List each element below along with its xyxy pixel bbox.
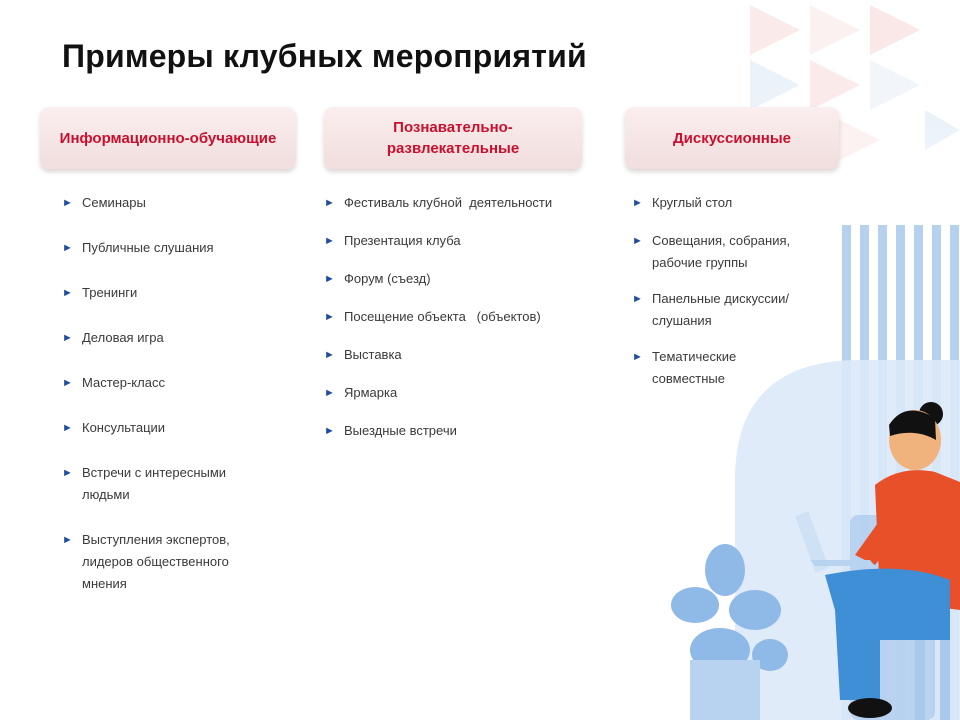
list-item: ► Ярмарка xyxy=(324,382,594,404)
bullet-arrow-icon: ► xyxy=(632,351,643,363)
list-item: ► Мастер-класс xyxy=(62,372,272,394)
list-item: ► Деловая игра xyxy=(62,327,272,349)
list-item: ► Семинары xyxy=(62,192,272,214)
bullet-arrow-icon: ► xyxy=(324,425,335,437)
bullet-arrow-icon: ► xyxy=(62,197,73,209)
bullet-arrow-icon: ► xyxy=(62,422,73,434)
bullet-arrow-icon: ► xyxy=(632,293,643,305)
list-item: ► Фестиваль клубной деятельности xyxy=(324,192,594,214)
list-item: ► Форум (съезд) xyxy=(324,268,594,290)
bullet-arrow-icon: ► xyxy=(324,387,335,399)
list-item: ► Посещение объекта (объектов) xyxy=(324,306,594,328)
column-header-label: Познавательно-развлекательные xyxy=(386,119,520,157)
bullet-arrow-icon: ► xyxy=(62,467,73,479)
column-header-label: Дискуссионные xyxy=(672,129,792,147)
list-item: ► Тематические совместные xyxy=(632,346,782,390)
bullet-arrow-icon: ► xyxy=(324,349,335,361)
list-item: ► Круглый стол xyxy=(632,192,812,214)
list-item: ► Выездные встречи xyxy=(324,420,594,442)
slide-title: Примеры клубных мероприятий xyxy=(62,38,587,74)
bullet-arrow-icon: ► xyxy=(324,273,335,285)
bullet-arrow-icon: ► xyxy=(62,534,73,546)
list-item: ► Выступления экспертов, лидеров общественного мнения xyxy=(62,529,267,595)
bullet-arrow-icon: ► xyxy=(62,242,73,254)
informational-list xyxy=(62,192,272,595)
list-item: ► Консультации xyxy=(62,417,272,439)
list-item: ► Панельные дискуссии/слушания xyxy=(632,288,802,332)
bullet-arrow-icon: ► xyxy=(324,197,335,209)
list-item: ► Совещания, собрания, рабочие группы xyxy=(632,230,812,274)
discussion-list xyxy=(632,192,812,390)
bullet-arrow-icon: ► xyxy=(62,377,73,389)
educational-entertainment-list xyxy=(324,192,594,442)
list-item: ► Встречи с интересными людьми xyxy=(62,462,252,506)
list-item: ► Выставка xyxy=(324,344,594,366)
column-header-label: Информационно-обучающие xyxy=(59,129,277,147)
bullet-arrow-icon: ► xyxy=(62,287,73,299)
list-item: ► Презентация клуба xyxy=(324,230,594,252)
bullet-arrow-icon: ► xyxy=(324,235,335,247)
bullet-arrow-icon: ► xyxy=(632,235,643,247)
bullet-arrow-icon: ► xyxy=(324,311,335,323)
column-header-informational xyxy=(40,107,296,169)
list-item: ► Тренинги xyxy=(62,282,272,304)
bullet-arrow-icon: ► xyxy=(632,197,643,209)
column-header-educational-entertainment xyxy=(324,107,582,169)
bullet-arrow-icon: ► xyxy=(62,332,73,344)
list-item: ► Публичные слушания xyxy=(62,237,272,259)
column-header-discussion xyxy=(625,107,839,169)
